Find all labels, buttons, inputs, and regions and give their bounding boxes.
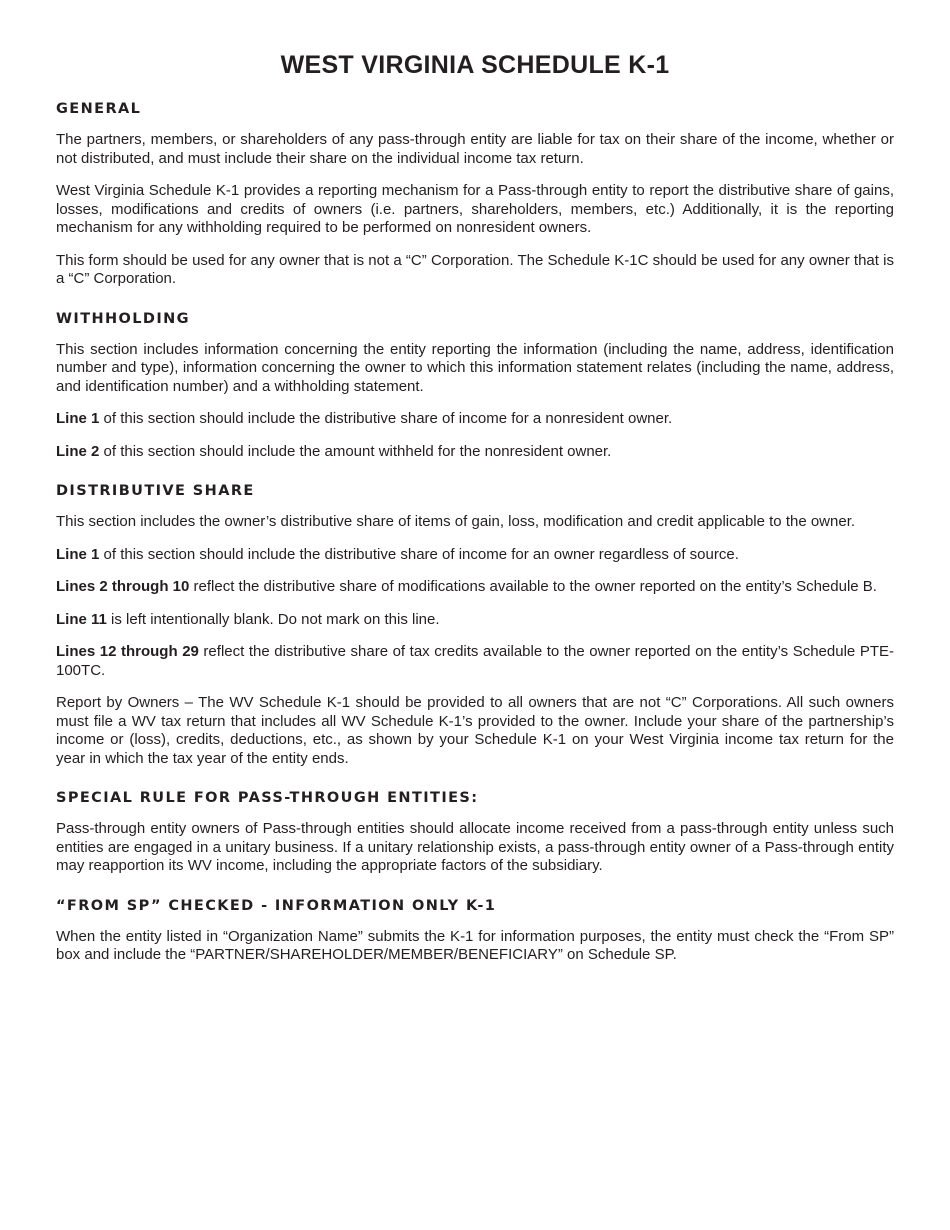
line-label: Line 11 xyxy=(56,610,107,628)
general-paragraph-2: West Virginia Schedule K-1 provides a reporting mechanism for a Pass-through entity to report the distributive share of gains, losses, modifications and credits of owners (i.e. partners, shareholders, members, etc.) Additionally, it is the reporting mechanism for any withholding required to be performed on nonresident owners. xyxy=(56,182,894,236)
section-heading-general: GENERAL xyxy=(56,101,142,117)
section-general xyxy=(56,100,894,289)
line-description: of this section should include the distributive share of income for a nonresident owner. xyxy=(99,410,673,427)
distributive-lines-2-10 xyxy=(56,578,894,597)
general-paragraph-1: The partners, members, or shareholders of any pass-through entity are liable for tax on their share of the income, whether or not distributed, and must include their share on the individual income tax return. xyxy=(56,131,894,167)
section-heading-distributive-share: DISTRIBUTIVE SHARE xyxy=(56,483,255,499)
section-heading-special-rule: SPECIAL RULE FOR PASS-THROUGH ENTITIES: xyxy=(56,790,479,806)
withholding-line-2 xyxy=(56,443,894,462)
withholding-paragraph-1: This section includes information concerning the entity reporting the information (including the name, address, identification number and type), information concerning the owner to which this information statement relates (including the name, address, and identification number) and a withholding statement. xyxy=(56,340,894,395)
page-title: WEST VIRGINIA SCHEDULE K-1 xyxy=(280,51,670,79)
report-by-owners-paragraph: Report by Owners – The WV Schedule K-1 should be provided to all owners that are not “C” Corporations. All such owners must file a WV tax return that includes all WV Schedule K-1’s provided to the owner. Include your share of the partnership’s income or (loss), credits, deductions, etc., as shown by your Schedule K-1 on your West Virginia income tax return for the year in which the tax year of the entity ends. xyxy=(56,694,894,767)
withholding-line-1 xyxy=(56,410,894,429)
line-description: of this section should include the distributive share of income for an owner regardless of source. xyxy=(99,545,739,563)
distributive-line-1 xyxy=(56,546,894,565)
line-description: of this section should include the amount withheld for the nonresident owner. xyxy=(99,442,612,460)
general-paragraph-3: This form should be used for any owner that is not a “C” Corporation. The Schedule K-1C should be used for any owner that is a “C” Corporation. xyxy=(56,251,894,287)
from-sp-paragraph: When the entity listed in “Organization Name” submits the K-1 for information purposes, the entity must check the “From SP” box and include the “PARTNER/SHAREHOLDER/MEMBER/BENEFICIARY” on Schedule SP. xyxy=(56,927,894,963)
section-heading-withholding: WITHHOLDING xyxy=(56,310,190,327)
line-label: Lines 2 through 10 xyxy=(56,578,190,595)
document-page xyxy=(56,50,894,979)
special-rule-paragraph: Pass-through entity owners of Pass-through entities should allocate income received from a pass-through entity unless such entities are engaged in a unitary business. If a unitary relationship exists, a pass-through entity owner of a Pass-through entity may reapportion its WV income, including the appropriate factors of the subsidiary. xyxy=(56,820,894,874)
section-heading-from-sp: “FROM SP” CHECKED - INFORMATION ONLY K-1 xyxy=(56,897,497,914)
section-from-sp xyxy=(56,897,894,965)
distributive-paragraph-1: This section includes the owner’s distributive share of items of gain, loss, modification and credit applicable to the owner. xyxy=(56,513,856,530)
line-description: reflect the distributive share of tax credits available to the owner reported on the entity’s Schedule PTE-100TC. xyxy=(56,643,894,679)
section-withholding xyxy=(56,310,894,462)
line-label: Line 1 xyxy=(56,410,100,427)
line-label: Line 1 xyxy=(56,545,100,563)
distributive-line-11 xyxy=(56,611,894,630)
section-special-rule xyxy=(56,789,894,876)
line-description: is left intentionally blank. Do not mark on this line. xyxy=(106,610,440,628)
line-label: Line 2 xyxy=(56,442,100,460)
line-label: Lines 12 through 29 xyxy=(56,643,199,660)
distributive-lines-12-29 xyxy=(56,643,894,680)
section-distributive-share xyxy=(56,482,894,768)
line-description: reflect the distributive share of modifications available to the owner reported on the entity’s Schedule B. xyxy=(189,578,877,595)
